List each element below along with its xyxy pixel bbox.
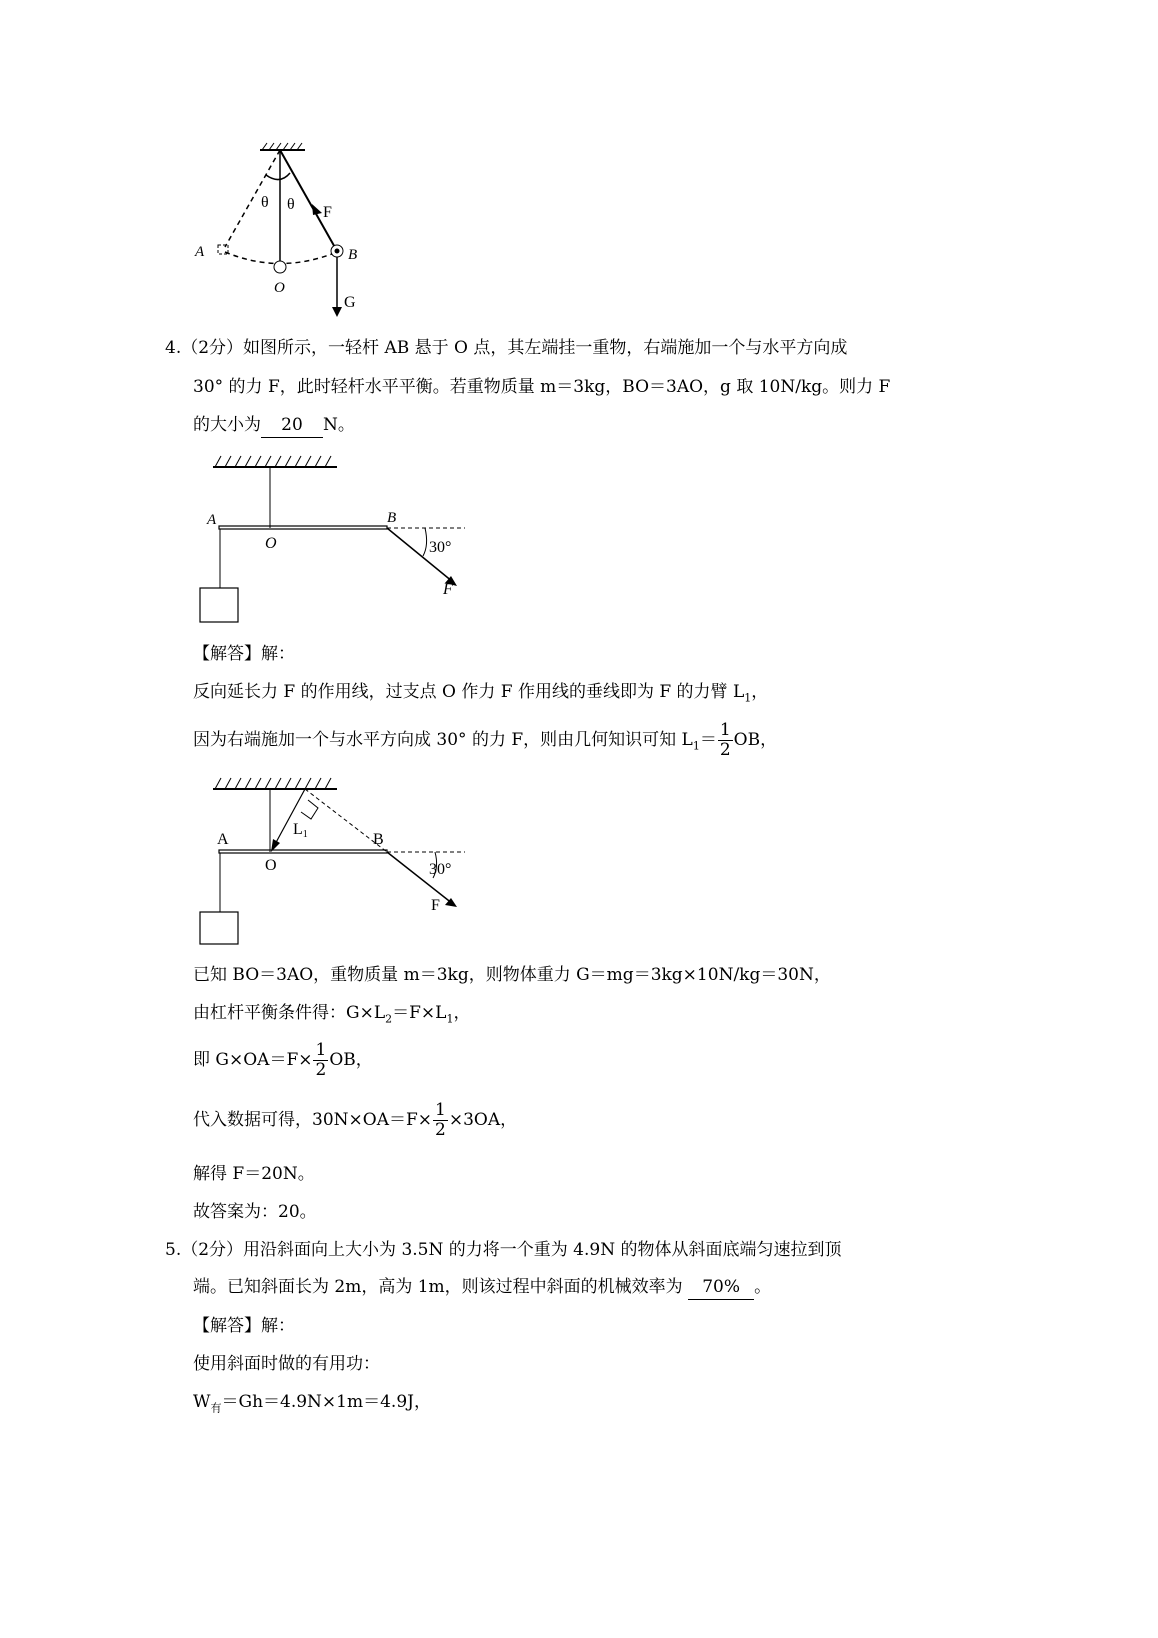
point-label-B: B <box>387 510 397 526</box>
text: 反向延长力 F 的作用线，过支点 O 作力 F 作用线的垂线即为 F 的力臂 L <box>193 682 745 702</box>
text: ×3OA， <box>448 1110 518 1130</box>
fraction <box>313 1041 328 1080</box>
text: W <box>193 1392 211 1412</box>
solution-line: 故答案为：20。 <box>193 1202 317 1222</box>
force-label-F: F <box>443 581 453 598</box>
q5-line2 <box>193 1275 771 1300</box>
text: 因为右端施加一个与水平方向成 30° 的力 F，则由几何知识可知 L <box>193 730 693 750</box>
q4-text: 的大小为 <box>193 415 261 435</box>
subscript: 有 <box>210 1401 222 1415</box>
fraction <box>718 721 733 760</box>
subscript: 1 <box>692 739 700 753</box>
force-label-F: F <box>323 204 332 221</box>
text: ， <box>751 682 769 702</box>
point-label-O: O <box>274 280 285 296</box>
theta-label-left: θ <box>261 194 269 211</box>
text: 代入数据可得，30N×OA＝F× <box>193 1110 433 1130</box>
numerator: 1 <box>435 1100 446 1120</box>
point-label-A: A <box>207 512 217 528</box>
solution-line <box>193 718 777 768</box>
solution-header: 【解答】解： <box>193 1316 295 1336</box>
q4-line1: 4.（2分）如图所示，一轻杆 AB 悬于 O 点，其左端挂一重物，右端施加一个与水平方向成 <box>165 338 848 358</box>
solution-line: 解得 F＝20N。 <box>193 1164 315 1184</box>
solution-line <box>193 1038 373 1082</box>
text: 即 G×OA＝F× <box>193 1050 313 1070</box>
theta-label-right: θ <box>287 196 295 213</box>
subscript: 1 <box>744 691 752 705</box>
angle-label: 30° <box>429 861 452 878</box>
point-label-O: O <box>265 535 277 552</box>
point-label-B: B <box>373 831 384 848</box>
q4-unit: N。 <box>323 415 355 435</box>
q4-answer: 20 <box>261 413 323 438</box>
text: ＝Gh＝4.9N×1m＝4.9J， <box>221 1392 431 1412</box>
solution-line <box>193 1098 517 1142</box>
point-label-A: A <box>195 244 205 260</box>
subscript: 1 <box>446 1012 454 1026</box>
text: 由杠杆平衡条件得：G×L <box>193 1003 386 1023</box>
angle-label: 30° <box>429 539 452 556</box>
denominator: 2 <box>315 1060 327 1080</box>
numerator: 1 <box>719 720 731 740</box>
solution-line: 已知 BO＝3AO，重物质量 m＝3kg，则物体重力 G＝mg＝3kg×10N/kg＝30N， <box>193 965 831 985</box>
text: ＝F×L <box>392 1003 447 1023</box>
pendulum-figure <box>190 135 390 325</box>
solution-line <box>193 1390 431 1420</box>
subscript: 2 <box>385 1012 393 1026</box>
solution-line: 使用斜面时做的有用功： <box>193 1354 380 1374</box>
q4-line2: 30° 的力 F，此时轻杆水平平衡。若重物质量 m＝3kg，BO＝3AO，g 取 10N/kg。则力 F <box>193 377 891 397</box>
q4-line3 <box>193 413 355 438</box>
solution-line <box>193 680 768 710</box>
text: OB， <box>329 1050 373 1070</box>
text: OB， <box>733 730 778 750</box>
text: ＝ <box>699 730 717 750</box>
text: 端。已知斜面长为 2m，高为 1m，则该过程中斜面的机械效率为 <box>193 1277 683 1297</box>
text: 。 <box>754 1277 772 1297</box>
q5-line1: 5.（2分）用沿斜面向上大小为 3.5N 的力将一个重为 4.9N 的物体从斜面底端匀速拉到顶 <box>165 1240 842 1260</box>
solution-line <box>193 1001 470 1031</box>
lever-arm-label: L1 <box>293 821 308 840</box>
point-label-B: B <box>348 247 358 263</box>
lever-arm-figure <box>195 772 475 952</box>
point-label-O: O <box>265 857 277 874</box>
force-label-G: G <box>344 294 356 311</box>
q5-answer: 70% <box>688 1275 754 1300</box>
numerator: 1 <box>315 1040 327 1060</box>
lever-figure <box>195 450 475 630</box>
point-label-A: A <box>217 831 229 848</box>
force-label-F: F <box>431 897 440 914</box>
solution-header: 【解答】解： <box>193 644 295 664</box>
denominator: 2 <box>435 1120 446 1140</box>
text: ， <box>453 1003 471 1023</box>
fraction <box>433 1101 448 1140</box>
denominator: 2 <box>719 740 731 760</box>
